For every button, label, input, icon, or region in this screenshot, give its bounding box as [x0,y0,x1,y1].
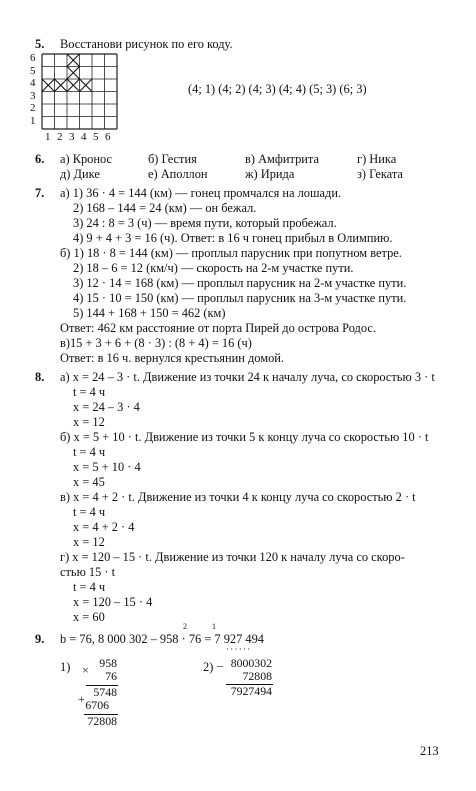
solution-line: а) x = 24 – 3 · t. Движение из точки 24 к началу луча, со скоростью 3 · t [60,370,435,384]
grid-y-label: 6 [30,52,36,64]
calc-1-result: 72808 [87,714,117,728]
answer-item: з) Геката [357,167,403,181]
problem-9-equation: b = 76, 8 000 302 – 958 · 76 = 7 927 494 [60,632,264,646]
calc-2-result: 7927494 [230,684,272,698]
grid-x-label: 2 [57,131,63,143]
solution-line: Ответ: в 16 ч. вернулся крестьянин домой. [60,351,284,365]
solution-line: в) x = 4 + 2 · t. Движение из точки 4 к концу луча со скоростью 2 · t [60,490,416,504]
solution-line: г) x = 120 – 15 · t. Движение из точки 120 к началу луча со скоро- [60,550,405,564]
grid-x-label: 1 [45,131,51,143]
multiply-sign: × [82,663,89,677]
page-number: 213 [420,744,439,758]
solution-line: стью 15 · t [60,565,116,579]
answer-item: д) Дике [60,167,100,181]
solution-line: x = 5 + 10 · 4 [73,460,141,474]
grid-x-label: 5 [93,131,99,143]
solution-line: x = 12 [73,415,105,429]
grid-y-label: 2 [30,102,36,115]
solution-line: б) 1) 18 · 8 = 144 (км) — проплыл парусник при попутном ветре. [60,246,402,260]
solution-line: x = 24 – 3 · 4 [73,400,140,414]
calc-1-multiplicand: 958 [99,656,117,670]
solution-line: x = 60 [73,610,105,624]
grid-y-label: 4 [30,77,36,90]
solution-line: 4) 15 · 10 = 150 (км) — проплыл парусник на 3-м участке пути. [73,291,407,305]
solution-line: 4) 9 + 4 + 3 = 16 (ч). Ответ: в 16 ч гонец прибыл в Олимпию. [73,231,393,245]
solution-line: 3) 12 · 14 = 168 (км) — проплыл парусник на 2-м участке пути. [73,276,407,290]
calc-2-label: 2) [203,660,214,674]
calc-1-label: 1) [60,660,71,674]
grid-y-label: 3 [30,89,36,102]
solution-line: в)15 + 3 + 6 + (8 · 3) : (8 + 4) = 16 (ч) [60,336,252,350]
carry-mark: 1 [212,622,216,631]
solution-line: x = 45 [73,475,105,489]
grid-x-label: 6 [105,131,111,143]
grid-y-label: 1 [30,114,36,127]
solution-line: б) x = 5 + 10 · t. Движение из точки 5 к концу луча со скоростью 10 · t [60,430,429,444]
answer-item: а) Кронос [60,152,113,166]
minus-sign: _ [217,654,223,668]
solution-line: x = 120 – 15 · 4 [73,595,153,609]
borrow-dots: · · · · · · [226,644,250,654]
calc-1-multiplier: 76 [105,669,117,683]
calc-2-subtrahend: 72808 [242,669,272,683]
solution-line: t = 4 ч [73,580,106,594]
answer-item: е) Аполлон [148,167,208,181]
answer-item: ж) Ирида [245,167,295,181]
answer-item: г) Ника [357,152,397,166]
problem-5-number: 5. [35,37,45,51]
grid-y-label: 5 [30,64,36,77]
solution-line: t = 4 ч [73,385,106,399]
grid-x-label: 4 [81,131,87,143]
solution-line: 3) 24 : 8 = 3 (ч) — время пути, который пробежал. [73,216,337,230]
calc-1-partial-1: 5748 [93,685,117,699]
problem-9-number: 9. [35,632,45,646]
problem-5-text: Восстанови рисунок по его коду. [60,37,233,51]
calc-1-partial-2: 6706 [85,698,109,712]
answer-item: б) Гестия [148,152,197,166]
solution-line: а) 1) 36 · 4 = 144 (км) — гонец промчался на лошади. [60,186,342,200]
solution-line: t = 4 ч [73,505,106,519]
problem-5-code: (4; 1) (4; 2) (4; 3) (4; 4) (5; 3) (6; 3) [188,82,367,96]
solution-line: 2) 168 – 144 = 24 (км) — он бежал. [73,201,257,215]
carry-mark: 2 [183,622,187,631]
solution-line: x = 4 + 2 · 4 [73,520,135,534]
solution-line: 5) 144 + 168 + 150 = 462 (км) [73,306,226,320]
grid-y-labels [30,52,36,128]
grid-x-label: 3 [69,131,75,143]
solution-line: Ответ: 462 км расстояние от порта Пирей до острова Родос. [60,321,376,335]
calc-2-minuend: 8000302 [230,656,272,670]
plus-sign: + [78,692,85,706]
solution-line: 2) 18 – 6 = 12 (км/ч) — скорость на 2-м участке пути. [73,261,354,275]
answer-item: в) Амфитрита [245,152,319,166]
solution-line: t = 4 ч [73,445,106,459]
problem-7-number: 7. [35,186,45,200]
solution-line: x = 12 [73,535,105,549]
problem-6-number: 6. [35,152,45,166]
problem-8-number: 8. [35,370,45,384]
